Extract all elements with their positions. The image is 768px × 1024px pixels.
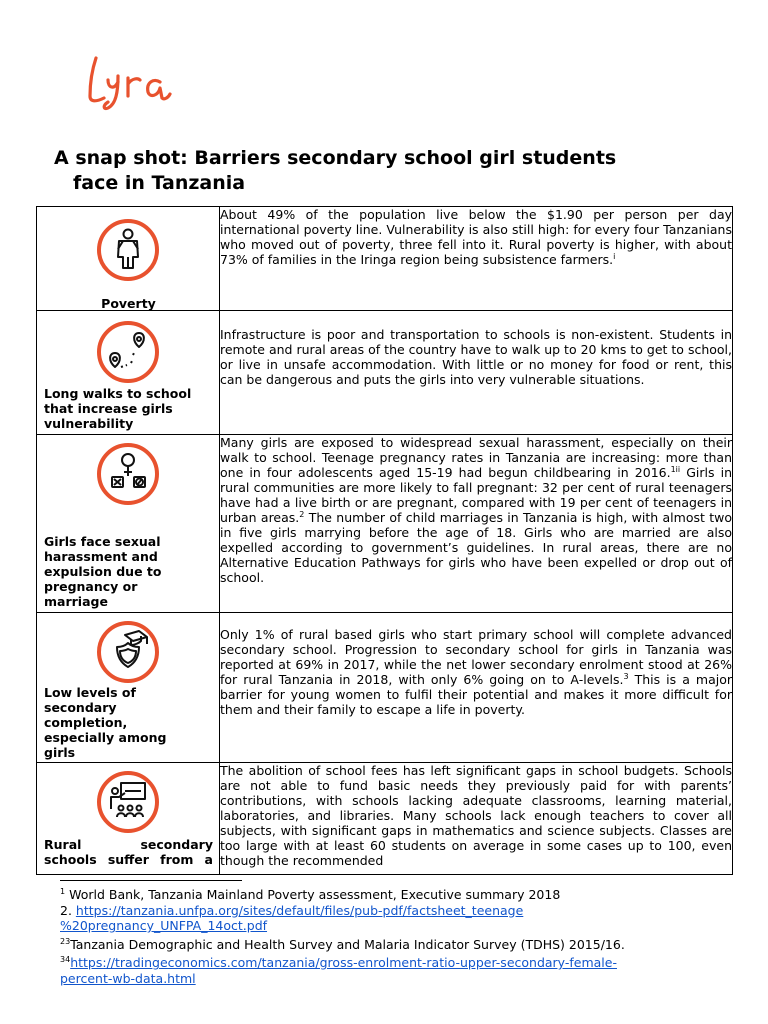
graduation-shield-icon xyxy=(95,619,161,685)
table-row xyxy=(37,311,733,435)
map-route-icon xyxy=(95,319,161,385)
footnote-3: $^{23}$Tanzania Demographic and Health Survey and Malaria Indicator Survey (TDHS) 2015/16. xyxy=(60,936,625,952)
footnote-2-link[interactable]: https://tanzania.unfpa.org/sites/default/files/pub-pdf/factsheet_teenage xyxy=(75,902,524,918)
lyra-logo xyxy=(82,52,194,112)
table-row xyxy=(37,207,733,311)
footnote-divider xyxy=(60,880,242,881)
footnote-2-link-cont[interactable]: %20pregnancy_UNFPA_14oct.pdf xyxy=(60,918,268,934)
female-symbol-icon xyxy=(95,441,161,507)
footnote-2: 2. https://tanzania.unfpa.org/sites/default/files/pub-pdf/factsheet_teenage %20pregnancy_UNFPA_14oct.pdf xyxy=(60,902,524,934)
footnote-1: $^1$ World Bank, Tanzania Mainland Poverty assessment, Executive summary 2018 xyxy=(60,887,561,903)
classroom-teacher-icon xyxy=(95,769,161,835)
footnotes xyxy=(60,884,680,986)
row-text: Only 1% of rural based girls who start primary school will complete advanced secondary school. Progression to secondary school for girls in Tanzania was reported at 69% in 2017, while the net lower secondary enrolment stood at 26% for rural Tanzania in 2018, with only 6% going on to A-levels.$^3$ This is a major barrier for young women to fulfil their potential and makes it more difficult for them and their family to escape a life in poverty. xyxy=(220,627,732,717)
row-label: Rural secondary schools suffer from a xyxy=(44,837,213,867)
footnote-4-link[interactable]: https://tradingeconomics.com/tanzania/gross-enrolment-ratio-upper-secondary-female- xyxy=(70,955,617,971)
row-label: Girls face sexual harassment and expulsion due to pregnancy or marriage xyxy=(44,534,162,609)
footnote-4: $^{34}$https://tradingeconomics.com/tanzania/gross-enrolment-ratio-upper-secondary-female- percent-wb-data.html xyxy=(60,955,617,986)
row-text: Many girls are exposed to widespread sexual harassment, especially on their walk to school. Teenage pregnancy rates in Tanzania are increasing: more than one in four adolescents aged 15-19 had begun childbearing in 2016.$^{1ii}$ Girls in rural communities are more likely to fall pregnant: 32 per cent of rural teenagers have had a live birth or are pregnant, compared with 19 per cent of teenagers in urban areas.$^2$ The number of child marriages in Tanzania is high, with almost two in five girls marrying before the age of 18. Girls who are married are also expelled according to government’s guidelines. In rural areas, there are no Alternative Education Pathways for girls who have been expelled or drop out of school. xyxy=(220,435,732,585)
table-row xyxy=(37,435,733,613)
row-text: The abolition of school fees has left significant gaps in school budgets. Schools are not able to fund basic needs they previously paid for with parents’ contributions, with schools lacking adequate classrooms, learning material, laboratories, and libraries. Many schools lack enough teachers to cover all subjects, with significant gaps in mathematics and science subjects. Classes are too large with at least 60 students on average in some cases up to 100, even though the recommended xyxy=(220,763,732,868)
row-label: Low levels of secondary completion, especially among girls xyxy=(44,685,167,760)
table-row xyxy=(37,763,733,875)
row-label: Long walks to school that increase girls vulnerability xyxy=(44,386,192,431)
table-row xyxy=(37,613,733,763)
document-title: A snap shot: Barriers secondary school girl students face in Tanzania xyxy=(54,147,617,194)
person-poverty-icon xyxy=(95,217,161,283)
row-label: Poverty xyxy=(101,296,156,311)
row-text: About 49% of the population live below the $1.90 per person per day international poverty line. Vulnerability is also still high: for every four Tanzanians who moved out of poverty, three fell into it. Rural poverty is higher, with about 73% of families in the Iringa region being subsistence farmers.$^i$ xyxy=(220,207,732,267)
row-text: Infrastructure is poor and transportation to schools is non-existent. Students in remote and rural areas of the country have to walk up to 20 kms to get to school, or live in unsafe accommodation. With little or no money for food or rent, this can be dangerous and puts the girls into very vulnerable situations. xyxy=(220,327,732,387)
footnote-4-link-cont[interactable]: percent-wb-data.html xyxy=(60,970,196,986)
barriers-table xyxy=(36,206,733,875)
